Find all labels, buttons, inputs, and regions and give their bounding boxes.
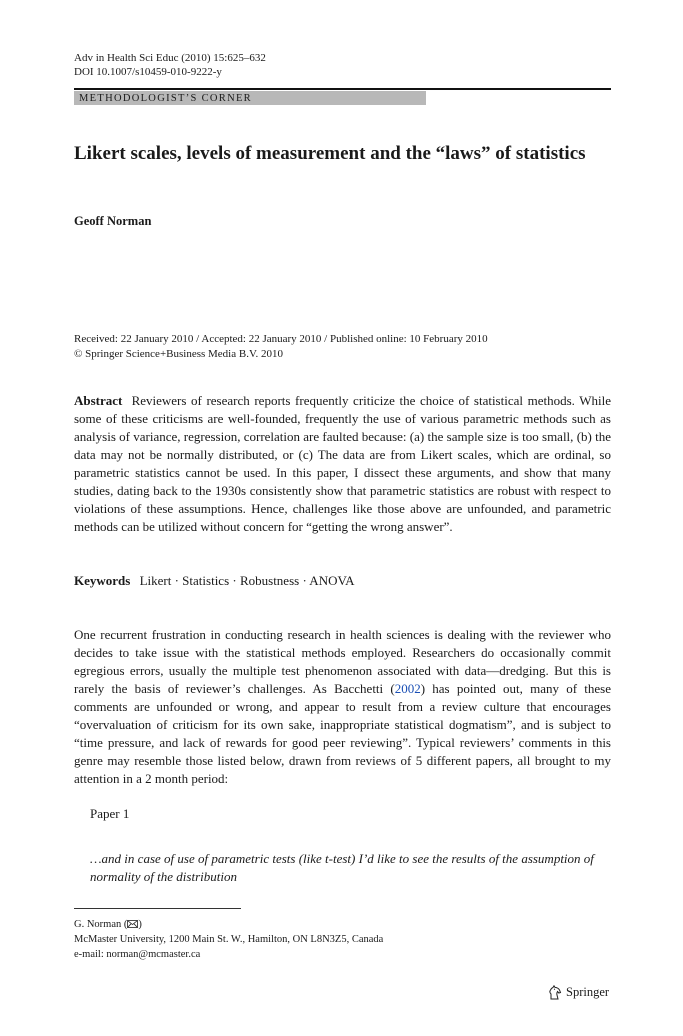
abstract-text: Reviewers of research reports frequently criticize the choice of statistical methods. While some of these criticisms are well-founded, frequently the use of various parametric methods such as analysis of variance, regression, correlation are faulted because: (a) the sample size is too small, (b) the data may not be normally distributed, or (c) The data are from Likert scales, which are ordinal, so parametric statistics cannot be used. In this paper, I dissect these arguments, and show that many studies, dating back to the 1930s consistently show that parametric statistics are robust with respect to violations of these assumptions. Hence, challenges like those above are unfounded, and parametric methods can be utilized without concern for “getting the wrong answer”. xyxy=(74,393,612,534)
springer-horse-icon xyxy=(548,985,562,1000)
keywords-label: Keywords xyxy=(74,573,131,588)
citation-link[interactable]: 2002 xyxy=(394,681,421,696)
section-label: METHODOLOGIST’S CORNER xyxy=(79,93,252,104)
footnote xyxy=(74,917,383,962)
article-author: Geoff Norman xyxy=(74,214,152,228)
author-paren: ) xyxy=(138,919,142,930)
header-rule xyxy=(74,88,611,90)
doi-line: DOI 10.1007/s10459-010-9222-y xyxy=(74,66,222,78)
keywords xyxy=(74,572,355,590)
journal-citation: Adv in Health Sci Educ (2010) 15:625–632 xyxy=(74,52,266,64)
author-name: G. Norman ( xyxy=(74,919,128,930)
paper-label: Paper 1 xyxy=(90,806,130,821)
dates-line: Received: 22 January 2010 / Accepted: 22 January 2010 / Published online: 10 February 2010 xyxy=(74,333,488,345)
publisher-name: Springer xyxy=(566,985,610,999)
keywords-text: Likert · Statistics · Robustness · ANOVA xyxy=(139,573,355,588)
affiliation: McMaster University, 1200 Main St. W., Hamilton, ON L8N3Z5, Canada xyxy=(74,934,384,945)
article-title: Likert scales, levels of measurement and the “laws” of statistics xyxy=(74,143,586,164)
intro-paragraph xyxy=(74,626,611,788)
springer-logo xyxy=(548,985,609,1000)
intro-text-end: ) has pointed out, many of these comments are unfounded or wrong, and appear to result from a review culture that encourages “overvaluation of criticism for its own sake, inappropriate statistical dogmatism”, and is subject to “time pressure, and lack of rewards for good peer reviewing”. Typical reviewers’ comments in this genre may resemble those listed below, drawn from reviews of 5 different papers, all brought to my attention in a 2 month period: xyxy=(74,681,612,786)
journal-header xyxy=(74,51,266,79)
footnote-rule xyxy=(74,908,241,909)
reviewer-quote: …and in case of use of parametric tests (like t-test) I’d like to see the results of the assumption of normality of the distribution xyxy=(90,851,594,884)
copyright-line: © Springer Science+Business Media B.V. 2010 xyxy=(74,348,283,360)
publication-info xyxy=(74,332,488,362)
email[interactable]: e-mail: norman@mcmaster.ca xyxy=(74,949,201,960)
corresponding-author xyxy=(74,917,383,932)
envelope-icon xyxy=(127,920,138,928)
abstract-label: Abstract xyxy=(74,393,123,408)
intro-text-start: One recurrent frustration in conducting research in health sciences is dealing with the reviewer who decides to take issue with the statistical methods employed. Researchers do occasionally commit egregious errors, usually the multiple test phenomenon associated with data—dredging. But this is rarely the basis of reviewer’s challenges. As Bacchetti ( xyxy=(74,627,611,696)
abstract xyxy=(74,392,611,536)
